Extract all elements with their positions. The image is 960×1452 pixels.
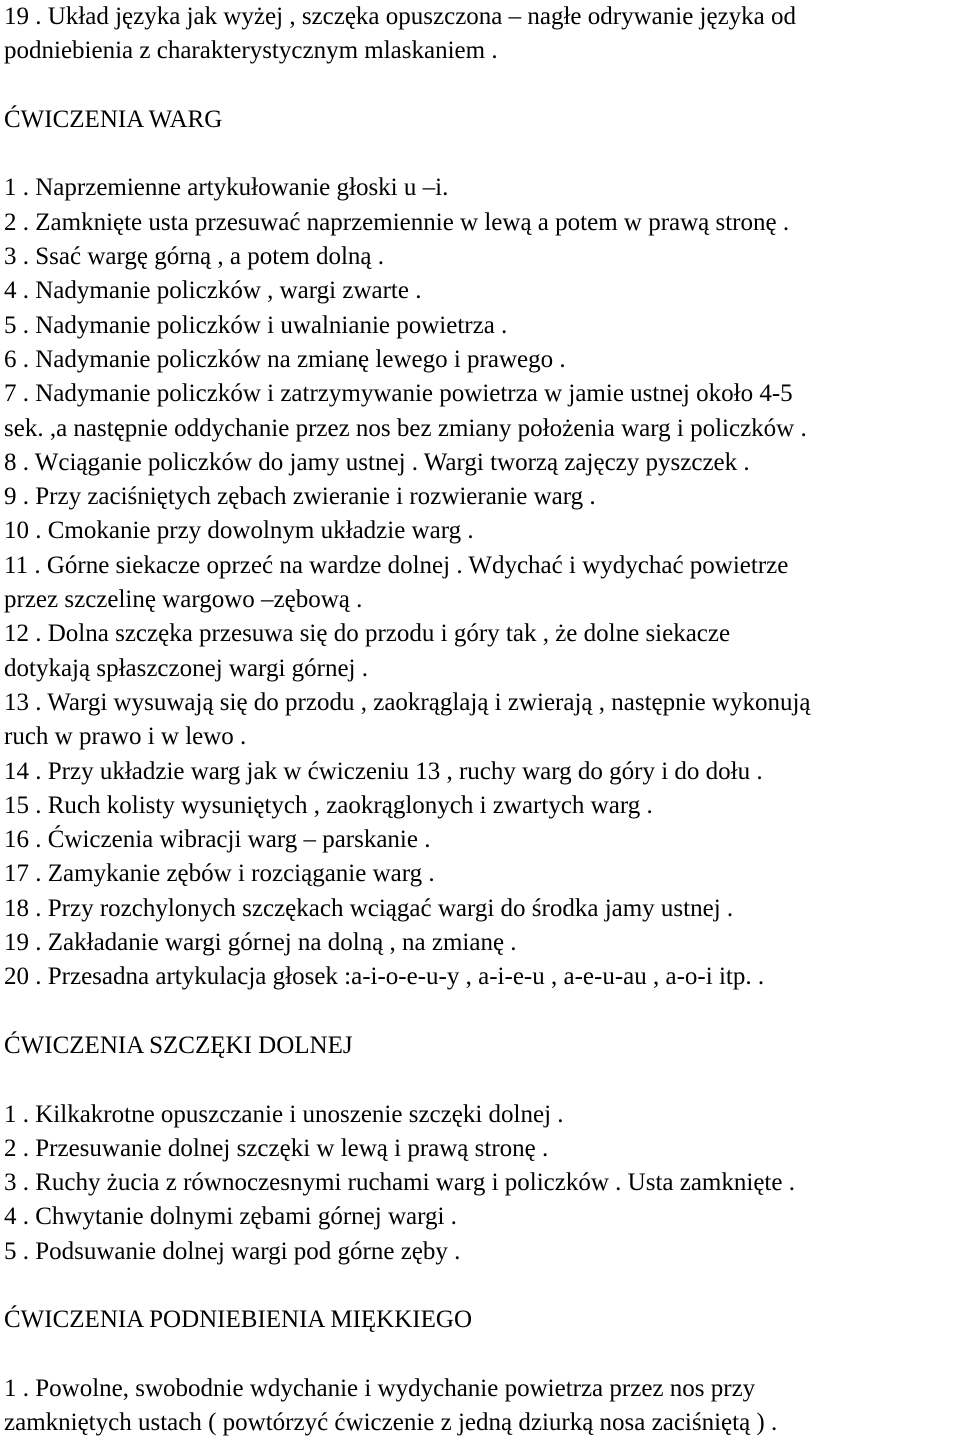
exercise-line: 19 . Zakładanie wargi górnej na dolną , na zmianę . — [4, 929, 517, 957]
blank-line — [4, 1338, 960, 1372]
exercise-line: 6 . Nadymanie policzków na zmianę lewego i prawego . — [4, 345, 566, 373]
section-heading: ĆWICZENIA WARG — [4, 105, 223, 133]
exercise-line: 1 . Powolne, swobodnie wdychanie i wydychanie powietrza przez nos przy — [4, 1374, 756, 1402]
exercise-line: 11 . Górne siekacze oprzeć na wardze dolnej . Wdychać i wydychać powietrze — [4, 551, 789, 579]
exercise-line: 5 . Nadymanie policzków i uwalnianie powietrza . — [4, 311, 508, 339]
palate-section — [4, 1303, 960, 1440]
exercise-line: przez szczelinę wargowo –zębową . — [4, 586, 363, 614]
exercise-line: ruch w prawo i w lewo . — [4, 723, 247, 751]
jaw-section — [4, 1029, 960, 1269]
exercise-line: 18 . Przy rozchylonych szczękach wciągać wargi do środka jamy ustnej . — [4, 894, 734, 922]
exercise-line: 15 . Ruch kolisty wysuniętych , zaokrąglonych i zwartych warg . — [4, 791, 653, 819]
blank-line — [4, 69, 960, 103]
exercise-line: 10 . Cmokanie przy dowolnym układzie warg . — [4, 517, 474, 545]
exercise-line: 2 . Przesuwanie dolnej szczęki w lewą i prawą stronę . — [4, 1134, 549, 1162]
exercise-line: 4 . Nadymanie policzków , wargi zwarte . — [4, 277, 422, 305]
exercise-line: 1 . Naprzemienne artykułowanie głoski u –i. — [4, 174, 449, 202]
exercise-line: 16 . Ćwiczenia wibracji warg – parskanie . — [4, 826, 431, 854]
exercise-line: sek. ,a następnie oddychanie przez nos bez zmiany położenia warg i policzków . — [4, 414, 807, 442]
exercise-line: 5 . Podsuwanie dolnej wargi pod górne zęby . — [4, 1237, 461, 1265]
text-line: 19 . Układ języka jak wyżej , szczęka opuszczona – nagłe odrywanie języka od — [4, 3, 797, 30]
exercise-line: 8 . Wciąganie policzków do jamy ustnej . Wargi tworzą zajęczy pyszczek . — [4, 448, 750, 476]
exercise-line: 1 . Kilkakrotne opuszczanie i unoszenie szczęki dolnej . — [4, 1100, 564, 1128]
exercise-line: 3 . Ssać wargę górną , a potem dolną . — [4, 243, 384, 271]
lips-section — [4, 103, 960, 995]
section-heading: ĆWICZENIA PODNIEBIENIA MIĘKKIEGO — [4, 1306, 472, 1334]
blank-line — [4, 1063, 960, 1097]
exercise-line: 4 . Chwytanie dolnymi zębami górnej wargi . — [4, 1203, 457, 1231]
exercise-line: dotykają spłaszczonej wargi górnej . — [4, 654, 369, 682]
blank-line — [4, 137, 960, 171]
intro-section — [4, 0, 960, 69]
exercise-line: 7 . Nadymanie policzków i zatrzymywanie powietrza w jamie ustnej około 4-5 — [4, 380, 793, 408]
exercise-line: 14 . Przy układzie warg jak w ćwiczeniu 13 , ruchy warg do góry i do dołu . — [4, 757, 763, 785]
document-page — [4, 0, 960, 1440]
exercise-line: zamkniętych ustach ( powtórzyć ćwiczenie z jedną dziurką nosa zaciśniętą ) . — [4, 1409, 778, 1437]
exercise-line: 17 . Zamykanie zębów i rozciąganie warg . — [4, 860, 435, 888]
exercise-line: 12 . Dolna szczęka przesuwa się do przodu i góry tak , że dolne siekacze — [4, 620, 731, 648]
exercise-line: 2 . Zamknięte usta przesuwać naprzemiennie w lewą a potem w prawą stronę . — [4, 208, 790, 236]
section-heading: ĆWICZENIA SZCZĘKI DOLNEJ — [4, 1031, 353, 1059]
exercise-line: 9 . Przy zaciśniętych zębach zwieranie i rozwieranie warg . — [4, 483, 596, 511]
exercise-line: 20 . Przesadna artykulacja głosek :a-i-o-e-u-y , a-i-e-u , a-e-u-au , a-o-i itp. . — [4, 963, 765, 991]
exercise-line: 13 . Wargi wysuwają się do przodu , zaokrąglają i zwierają , następnie wykonują — [4, 688, 811, 716]
exercise-line: 3 . Ruchy żucia z równoczesnymi ruchami warg i policzków . Usta zamknięte . — [4, 1169, 795, 1197]
blank-line — [4, 995, 960, 1029]
text-line: podniebienia z charakterystycznym mlaskaniem . — [4, 37, 498, 65]
blank-line — [4, 1269, 960, 1303]
